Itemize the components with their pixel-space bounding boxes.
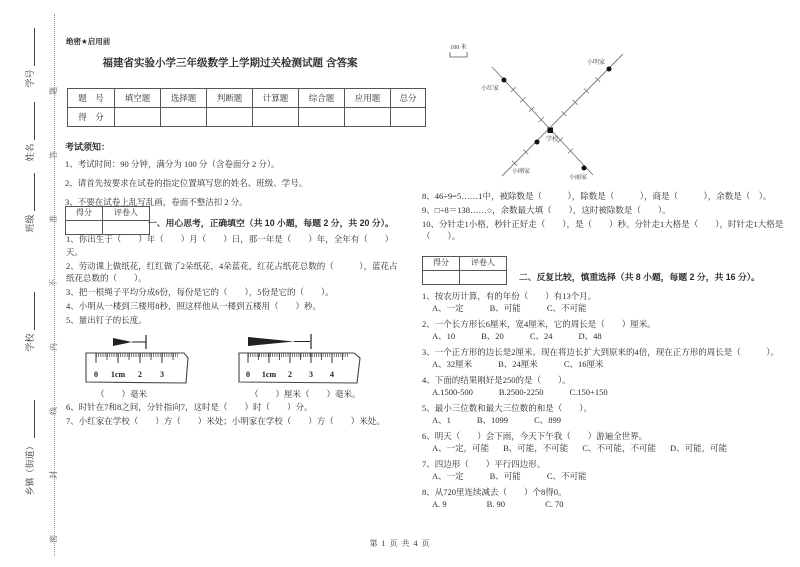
score-summary-table	[67, 88, 426, 127]
option: C. 70	[545, 499, 564, 509]
xiaoli-home-point	[582, 166, 587, 171]
class-label: 班级	[24, 214, 35, 233]
grade-box-grader-label: 评卷人	[103, 207, 150, 221]
xiaohong-home-point	[502, 78, 507, 83]
options-row	[422, 414, 794, 427]
notice-item: 1、考试时间：90 分钟，满分为 100 分（含卷面分 2 分）。	[65, 159, 280, 169]
xiaohong-home-label: 小红家	[480, 86, 499, 92]
option: A、10	[432, 331, 456, 341]
township-blank[interactable]	[25, 401, 35, 439]
question-7: 7、小红家在学校（ ）方（ ）米处；小明家在学校（ ）方（ ）米处。	[66, 415, 385, 426]
page-footer: 第 1 页 共 4 页	[369, 539, 431, 548]
ruler-tick-label: 3	[309, 369, 313, 379]
option: A. 9	[432, 499, 447, 509]
score-col-header: 选择题	[161, 89, 207, 108]
question-10: 10、分针走1小格，秒针正好走（ ），是（ ）秒。分针走1大格是（ ），时针走1大格是（ ）。	[422, 218, 784, 241]
section2-header-row	[422, 256, 794, 285]
score-cell[interactable]	[161, 108, 207, 127]
score-row-label: 得 分	[68, 108, 115, 127]
question-2: 2、劳动课上做纸花，红红做了2朵纸花，4朵蓝花，红花占纸花总数的（ ），蓝花占纸花总数的（ ）。	[66, 260, 398, 283]
ruler-1	[82, 330, 194, 400]
option: B、可能，不可能	[503, 443, 569, 453]
sidebar-field-class	[22, 143, 38, 263]
ruler-1-answer: （ ）毫米	[96, 388, 148, 399]
sidebar-field-township	[22, 388, 38, 508]
school-label: 学校	[24, 333, 35, 352]
xiaogang-home-label: 小刚家	[511, 169, 531, 175]
choice-question-4	[422, 374, 794, 399]
notice-item: 3、不要在试卷上乱写乱画，卷面不整洁扣 2 分。	[65, 197, 248, 207]
nail-icon	[248, 337, 294, 346]
name-label: 姓名	[24, 143, 35, 162]
option: B、可能	[489, 471, 521, 481]
option: A、一定	[432, 471, 464, 481]
question-4: 4、小明从一楼到三楼用8秒，照这样他从一楼到五楼用（ ）秒。	[66, 301, 322, 311]
options-row	[422, 498, 794, 511]
choice-question-8	[422, 486, 794, 511]
question-3: 3、把一根绳子平均分成6份，每份是它的（ ），5份是它的（ ）。	[66, 287, 334, 297]
option: C、不可能，不可能	[582, 443, 656, 453]
notice-item: 2、请首先按要求在试卷的指定位置填写您的姓名、班级、学号。	[65, 178, 308, 188]
option: C、不可能	[546, 471, 587, 481]
sidebar-field-school	[22, 262, 38, 382]
ruler-tick-label: 0	[94, 369, 98, 379]
choice-question-5	[422, 402, 794, 427]
option: B、可能	[489, 303, 521, 313]
ruler-tick-label: 4	[330, 369, 334, 379]
options-row	[422, 302, 794, 315]
ruler-figure	[82, 330, 402, 400]
choice-question-6	[422, 430, 794, 455]
scale-bracket	[450, 52, 467, 57]
options-row	[422, 330, 794, 343]
notice-heading: 考试须知：	[65, 142, 111, 152]
page-title: 福建省实验小学三年级数学上学期过关检测试题 含答案	[102, 57, 358, 69]
scale-label: 100 米	[450, 45, 467, 51]
student-id-blank[interactable]	[25, 29, 35, 67]
school-blank[interactable]	[25, 293, 35, 331]
school-point	[548, 128, 554, 134]
grade-box-section2	[422, 256, 507, 285]
grade-box-score-label: 得分	[66, 207, 103, 221]
section2-title: 二、反复比较，慎重选择（共 8 小题，每题 2 分，共 16 分）。	[519, 272, 760, 282]
score-cell[interactable]	[115, 108, 161, 127]
score-cell[interactable]	[391, 108, 426, 127]
option: C、24	[529, 331, 553, 341]
ruler-tick-label: 1cm	[261, 369, 277, 379]
question-5: 5、量出钉子的长度。	[66, 315, 147, 325]
question-text: 7、四边形（ ）平行四边形。	[422, 458, 546, 469]
option: B、1099	[476, 415, 509, 425]
question-text: 4、下面的结果刚好是250的是（ ）。	[422, 374, 571, 385]
xiaoli-home-label: 小丽家	[568, 175, 588, 181]
ruler-tick-label: 1cm	[110, 369, 126, 379]
ruler-tick-label: 2	[138, 369, 142, 379]
township-label: 乡镇（街道）	[24, 441, 35, 496]
ruler-tick-label: 0	[246, 369, 250, 379]
class-blank[interactable]	[25, 174, 35, 212]
score-col-header: 总分	[391, 89, 426, 108]
left-question-column	[66, 233, 402, 429]
option: A、1	[432, 415, 451, 425]
options-row	[422, 442, 794, 455]
option: A.1500-500	[432, 387, 473, 397]
option: B. 90	[486, 499, 506, 509]
options-row	[422, 386, 794, 399]
ruler-tick-label: 2	[288, 369, 292, 379]
options-row	[422, 470, 794, 483]
score-col-header: 填空题	[115, 89, 161, 108]
option: C、899	[534, 415, 561, 425]
question-text: 3、一个正方形的边长是2厘米。现在将边长扩大到原来的4倍，现在正方形的周长是（ ）。	[422, 346, 780, 357]
grade-box-score-cell[interactable]	[423, 270, 460, 284]
notice-list	[65, 155, 405, 212]
question-text: 6、明天（ ）会下雨，今天下午我（ ）游遍全世界。	[422, 430, 648, 441]
section1-title: 一、用心思考，正确填空（共 10 小题，每题 2 分，共 20 分）。	[148, 218, 394, 228]
option: C、不可能	[546, 303, 587, 313]
ruler-2-image	[236, 330, 366, 388]
xiaoming-home-label: 小明家	[586, 60, 605, 66]
score-col-header: 题 号	[68, 89, 115, 108]
option: D、48	[578, 331, 602, 341]
options-row	[422, 358, 794, 371]
grade-box-grader-cell[interactable]	[460, 270, 507, 284]
option: A、一定	[432, 303, 464, 313]
option: C.150+150	[569, 387, 608, 397]
seal-line-text: 密封线内不准答题	[49, 31, 58, 543]
score-cell[interactable]	[345, 108, 391, 127]
choice-question-2	[422, 318, 794, 343]
question-9: 9、□÷8＝138……○，余数最大填（ ），这时被除数是（ ）。	[422, 204, 671, 215]
score-col-header: 应用题	[345, 89, 391, 108]
choice-question-7	[422, 458, 794, 483]
score-cell[interactable]	[253, 108, 299, 127]
score-col-header: 判断题	[207, 89, 253, 108]
option: B、20	[481, 331, 504, 341]
question-6: 6、时针在7和8之间，分针指向7，这时是（ ）时（ ）分。	[66, 401, 313, 412]
ruler-2-answer: （ ）厘米（ ）毫米。	[250, 388, 361, 399]
school-label: 学校	[546, 137, 559, 143]
ruler-tick-label: 3	[160, 369, 164, 379]
option: B、24厘米	[498, 359, 538, 369]
grade-box-section1	[65, 206, 150, 235]
question-text: 2、一个长方形长6厘米，宽4厘米，它的周长是（ ）厘米。	[422, 318, 656, 329]
option: D、可能，可能	[669, 443, 728, 453]
score-cell[interactable]	[299, 108, 345, 127]
question-text: 1、按农历计算，有的年份（ ）有13个月。	[422, 290, 597, 301]
option: A、32厘米	[432, 359, 473, 369]
score-col-header: 计算题	[253, 89, 299, 108]
choice-question-3	[422, 346, 794, 371]
grade-box-score-label: 得分	[423, 256, 460, 270]
student-id-label: 学号	[24, 69, 35, 88]
grade-box-grader-label: 评卷人	[460, 256, 507, 270]
question-8: 8、46÷9=5……1中，被除数是（ ），除数是（ ），商是（ ），余数是（ ）。	[422, 190, 772, 201]
xiaoming-home-point	[607, 67, 612, 72]
ruler-1-image	[82, 330, 194, 388]
classification-label: 绝密★启用前	[66, 37, 111, 46]
xiaogang-home-point	[535, 140, 540, 145]
option: A、一定，可能	[432, 443, 490, 453]
ruler-2	[236, 330, 366, 400]
map-diagram	[422, 28, 792, 186]
choice-question-1	[422, 290, 794, 315]
right-question-column	[422, 28, 794, 514]
option: C、16厘米	[563, 359, 604, 369]
question-text: 5、最小三位数和最大三位数的和是（ ）。	[422, 402, 593, 413]
question-text: 8、从720里连续减去（ ）个8得0。	[422, 486, 567, 497]
score-col-header: 综合题	[299, 89, 345, 108]
option: B.2500-2250	[498, 387, 544, 397]
question-1: 1、你出生于（ ）年（ ）月（ ）日，那一年是（ ）年，全年有（ ）天。	[66, 234, 394, 257]
name-blank[interactable]	[25, 103, 35, 141]
nail-icon	[113, 338, 132, 346]
score-cell[interactable]	[207, 108, 253, 127]
